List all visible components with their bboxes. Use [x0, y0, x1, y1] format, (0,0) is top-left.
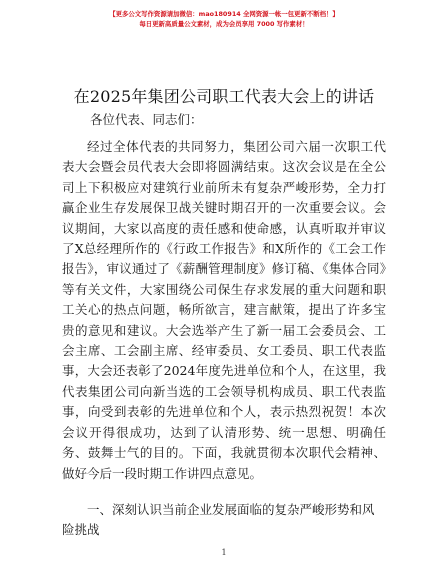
- salutation: 各位代表、同志们：: [90, 112, 203, 127]
- promo-banner: [0, 9, 448, 29]
- page-number: 1: [221, 548, 227, 557]
- promo-banner-line-1: 【更多公文写作资源请加微信：mao180914 全网资源一帐一包更新不断档！】: [109, 10, 339, 18]
- promo-banner-line-2: 每日更新高质量公文素材，成为会员享用 7000 写作素材！: [139, 20, 309, 28]
- body-paragraph: 经过全体代表的共同努力，集团公司六届一次职工代表大会暨会员代表大会即将圆满结束。这次会议是在全公司上下积极应对建筑行业前所未有复杂严峻形势，全力打赢企业生存发展保卫战关键时期召开的一次重要会议。会议期间，大家以高度的责任感和使命感，认真听取并审议了X总经理所作的《行政工作报告》和X所作的《工会工作报告》，审议通过了《薪酬管理制度》修订稿、《集体合同》等有关文件，大家围绕公司保生存求发展的重大问题和职工关心的热点问题，畅所欲言，建言献策，提出了许多宝贵的意见和建议。大会选举产生了新一届工会委员会、工会主席、工会副主席、经审委员、女工委员、职工代表监事，大会还表彰了2024年度先进单位和个人，在这里，我代表集团公司向新当选的工会领导机构成员、职工代表监事，向受到表彰的先进单位和个人，表示热烈祝贺！本次会议开得很成功，达到了认清形势、统一思想、明确任务、鼓舞士气的目的。下面，我就贯彻本次职代会精神、做好今后一段时期工作讲四点意见。: [62, 139, 386, 481]
- document-title: 在2025年集团公司职工代表大会上的讲话: [73, 87, 375, 106]
- section-heading: 一、深刻认识当前企业发展面临的复杂严峻形势和风险挑战: [62, 502, 375, 538]
